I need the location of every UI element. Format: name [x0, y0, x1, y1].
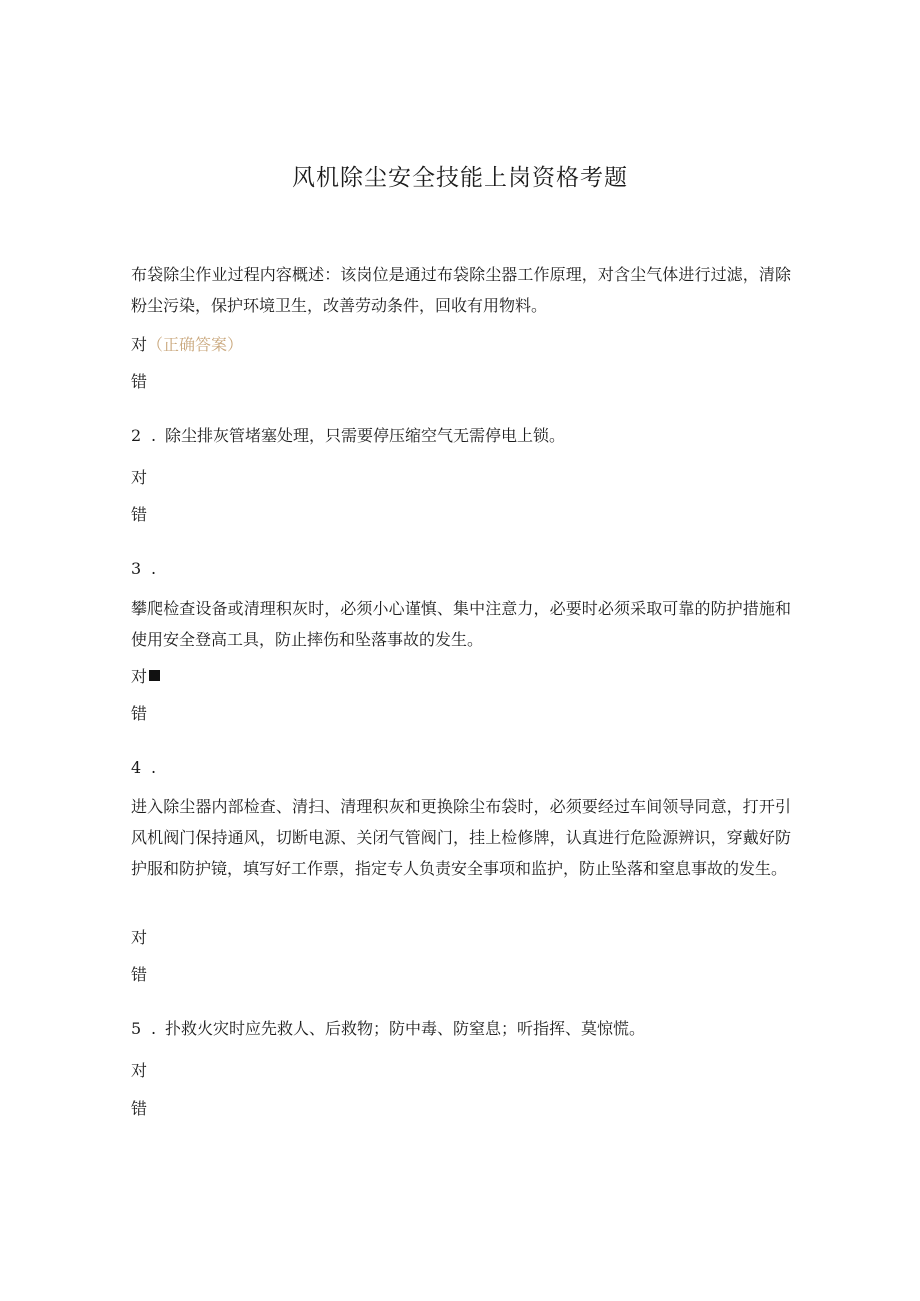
question-3-option-false: 错 [131, 704, 148, 723]
question-5-dot: . [151, 1019, 157, 1038]
question-5-text-line [131, 1013, 791, 1045]
filled-square-marker [149, 670, 160, 681]
question-2-number: 2 [131, 426, 142, 445]
correct-answer-note: （正确答案） [147, 335, 244, 354]
question-5-number: 5 [131, 1019, 142, 1038]
question-5-text: 扑救火灾时应先救人、后救物；防中毒、防窒息；听指挥、莫惊慌。 [165, 1019, 646, 1038]
question-4-dot: . [151, 758, 157, 777]
question-3-dot: . [151, 559, 157, 578]
question-3-number-line [131, 553, 791, 585]
option-true-label: 对 [131, 335, 148, 354]
question-2-dot: . [151, 426, 157, 445]
question-4-option-true: 对 [131, 928, 148, 947]
question-5-option-false: 错 [131, 1099, 148, 1118]
question-4-text: 进入除尘器内部检查、清扫、清理积灰和更换除尘布袋时，必须要经过车间领导同意，打开引风机阀门保持通风，切断电源、关闭气管阀门，挂上检修牌，认真进行危险源辨识，穿戴好防护服和防护镜，填写好工作票，指定专人负责安全事项和监护，防止坠落和窒息事故的发生。 [131, 797, 791, 878]
question-4-number-line [131, 752, 791, 784]
question-4-number: 4 [131, 758, 142, 777]
question-4-option-false: 错 [131, 965, 148, 984]
question-2-text: 除尘排灰管堵塞处理，只需要停压缩空气无需停电上锁。 [165, 426, 566, 445]
question-2-option-false: 错 [131, 505, 148, 524]
question-1-text: 布袋除尘作业过程内容概述：该岗位是通过布袋除尘器工作原理，对含尘气体进行过滤，清除粉尘污染，保护环境卫生，改善劳动条件，回收有用物料。 [131, 265, 791, 315]
question-3-option-true [131, 661, 791, 693]
page-title: 风机除尘安全技能上岗资格考题 [292, 165, 628, 191]
question-1-option-false: 错 [131, 372, 148, 391]
question-2-option-true: 对 [131, 468, 148, 487]
question-5-option-true: 对 [131, 1061, 148, 1080]
question-1-option-true [131, 329, 791, 361]
question-3-number: 3 [131, 559, 142, 578]
question-2-text-line [131, 420, 791, 452]
question-3-text: 攀爬检查设备或清理积灰时，必须小心谨慎、集中注意力，必要时必须采取可靠的防护措施和使用安全登高工具，防止摔伤和坠落事故的发生。 [131, 599, 791, 649]
option-true-label: 对 [131, 667, 148, 686]
